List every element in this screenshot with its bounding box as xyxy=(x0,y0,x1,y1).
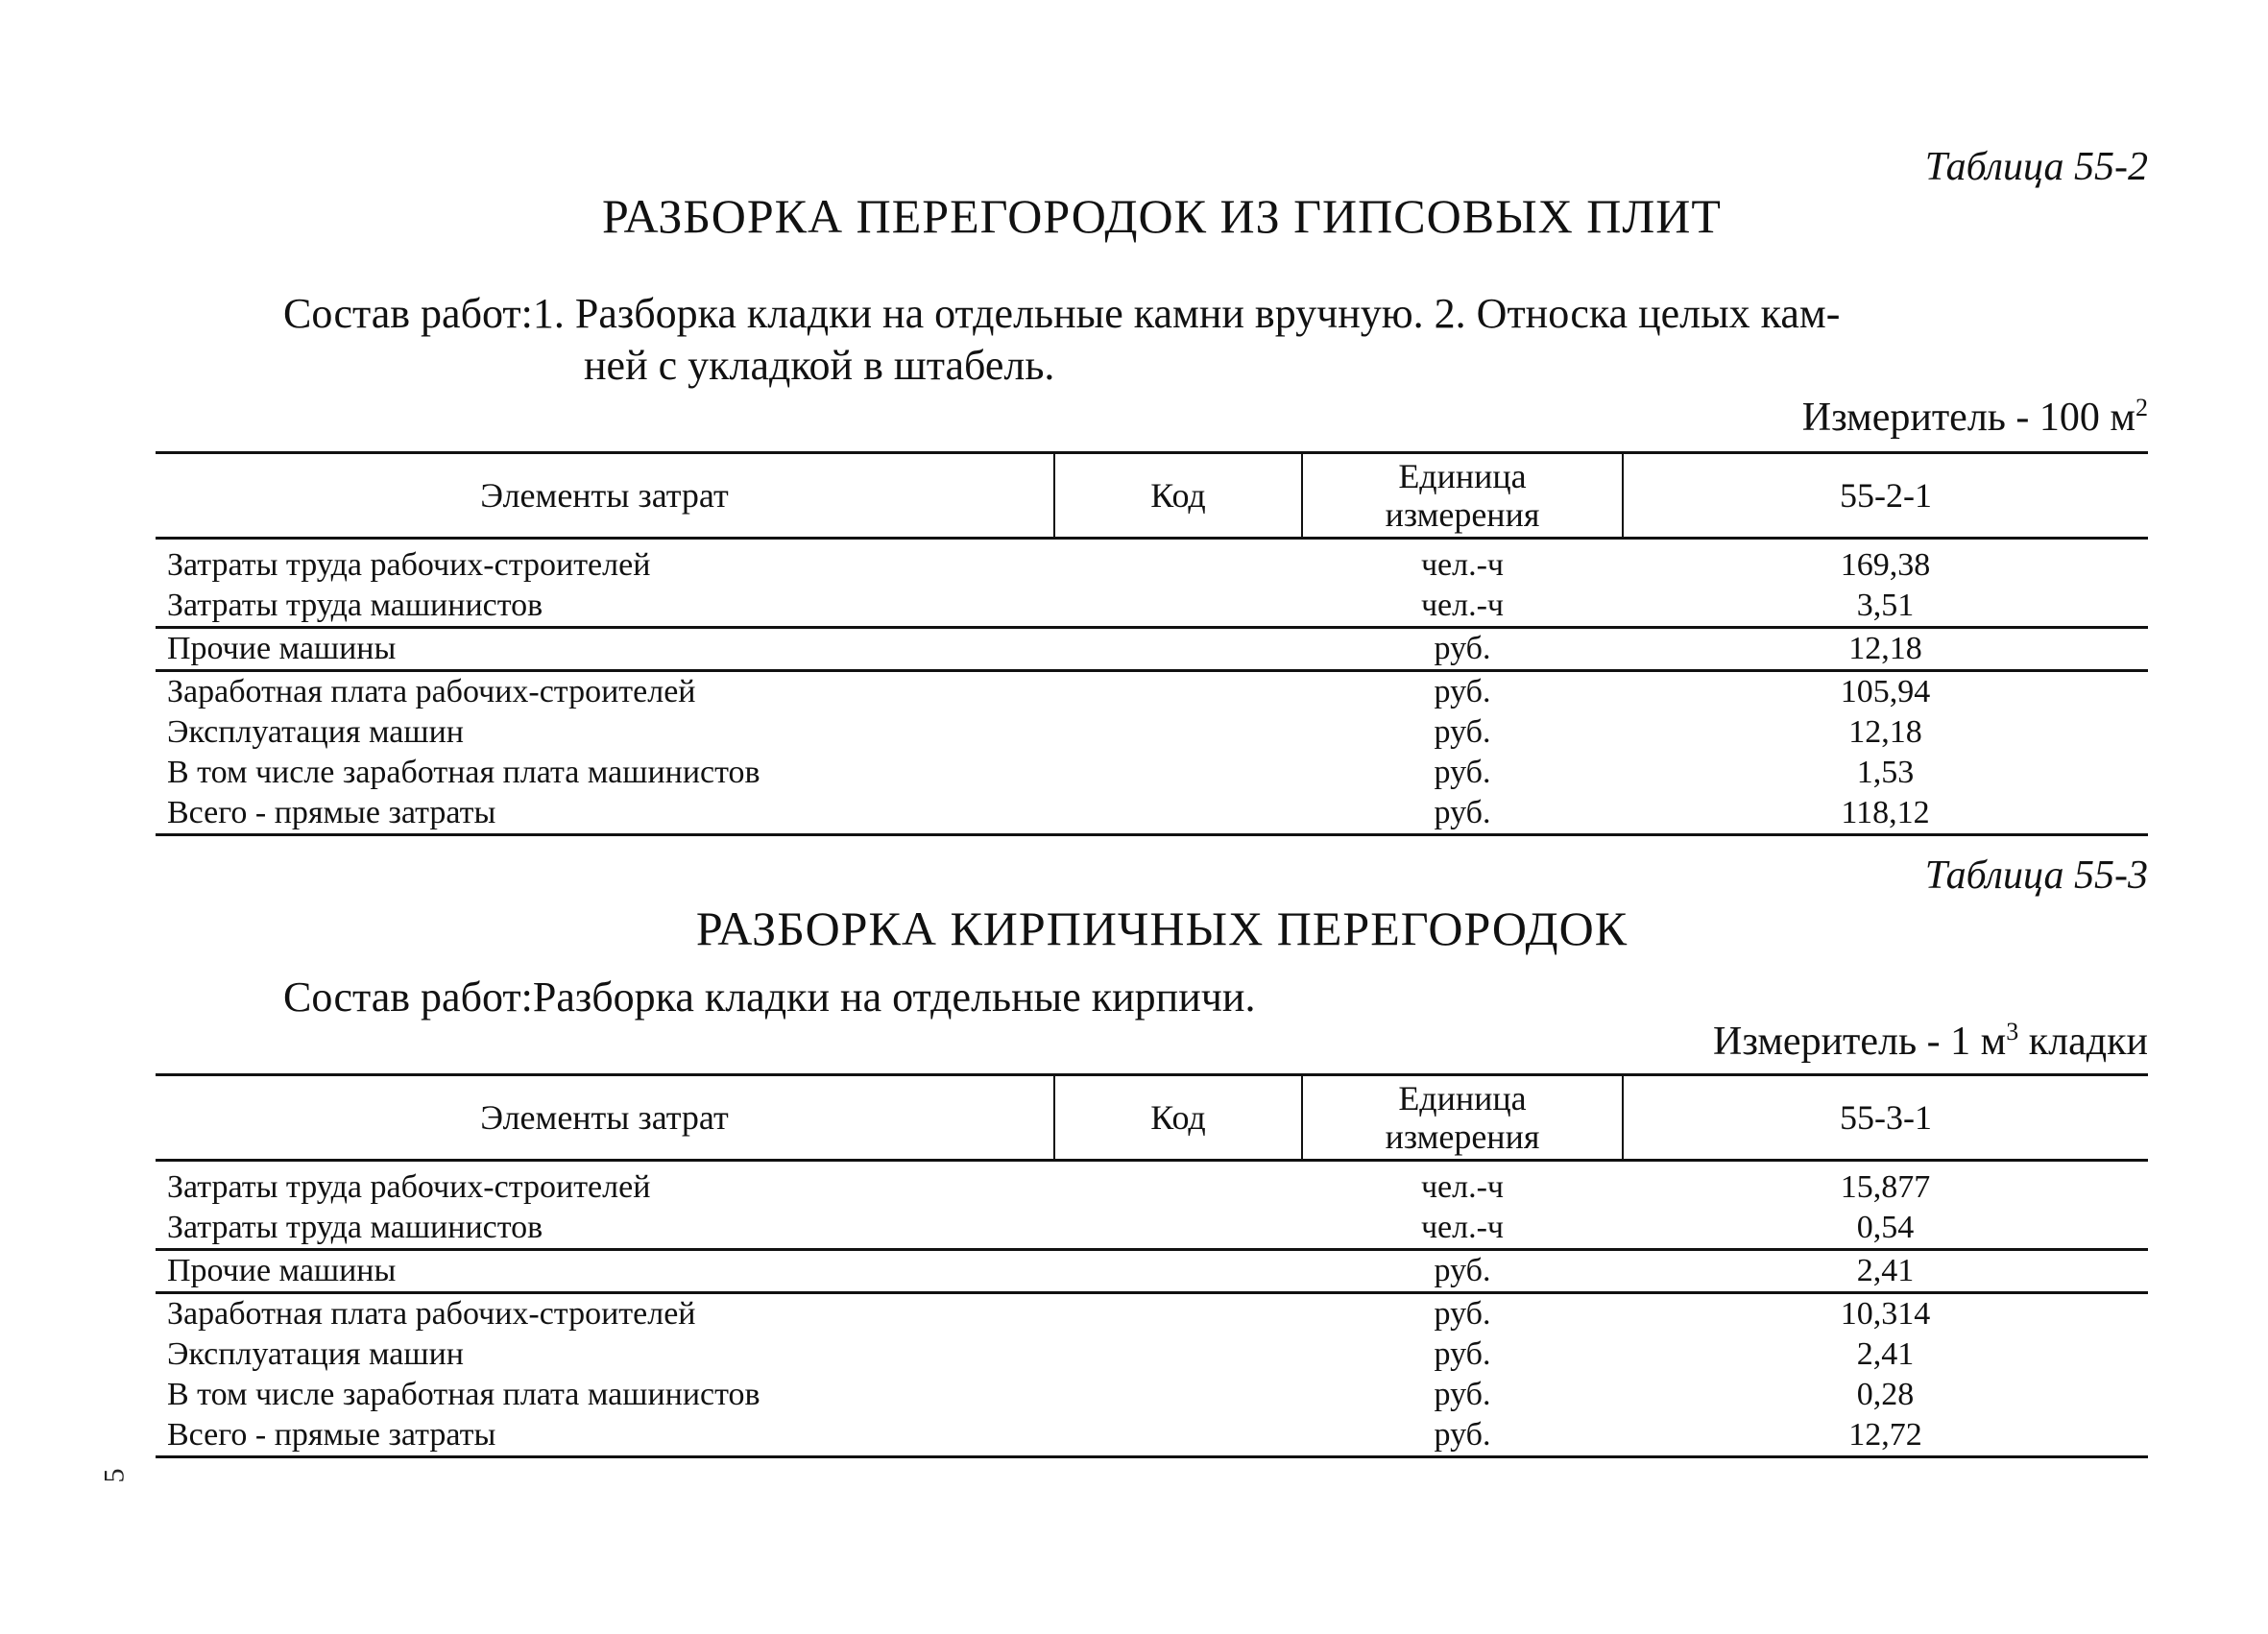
row-code xyxy=(1054,1415,1302,1457)
table-row xyxy=(156,1334,2148,1375)
row-unit: руб. xyxy=(1302,628,1623,671)
row-code xyxy=(1054,586,1302,628)
header-norm-code: 55-2-1 xyxy=(1623,453,2148,539)
row-name: Эксплуатация машин xyxy=(167,1336,464,1372)
table-label-55-3: Таблица 55-3 xyxy=(1924,853,2148,898)
row-name: Эксплуатация машин xyxy=(167,714,464,750)
meter-superscript: 2 xyxy=(2135,394,2148,421)
row-name: В том числе заработная плата машинистов xyxy=(167,755,760,790)
measurement-unit-55-2 xyxy=(1802,394,2148,441)
row-value: 12,72 xyxy=(1623,1415,2148,1457)
row-code xyxy=(1054,1293,1302,1335)
row-code xyxy=(1054,793,1302,835)
table-row xyxy=(156,1293,2148,1335)
row-name: Затраты труда рабочих-строителей xyxy=(167,547,651,583)
row-value: 12,18 xyxy=(1848,714,1922,750)
row-unit: руб. xyxy=(1434,755,1491,790)
row-code xyxy=(1054,671,1302,713)
composition-line-1: Разборка кладки на отдельные кирпичи. xyxy=(532,973,1256,1021)
meter-superscript: 3 xyxy=(2006,1018,2019,1045)
table-header-row xyxy=(156,453,2148,539)
table-row xyxy=(156,1415,2148,1457)
row-unit: руб. xyxy=(1434,714,1491,750)
header-code: Код xyxy=(1054,453,1302,539)
header-norm-code: 55-3-1 xyxy=(1623,1075,2148,1161)
table-row xyxy=(156,628,2148,671)
row-name: Всего - прямые затраты xyxy=(156,1415,1054,1457)
row-value: 105,94 xyxy=(1623,671,2148,713)
row-unit: руб. xyxy=(1434,1377,1491,1412)
header-code: Код xyxy=(1054,1075,1302,1161)
composition-lead: Состав работ: xyxy=(283,290,533,337)
table-row xyxy=(156,1250,2148,1293)
row-code xyxy=(1054,628,1302,671)
row-value: 2,41 xyxy=(1856,1336,1915,1372)
row-unit: руб. xyxy=(1302,793,1623,835)
row-code xyxy=(1054,1250,1302,1293)
measurement-unit-55-3 xyxy=(1713,1018,2148,1065)
row-unit: чел.-ч xyxy=(1420,588,1505,623)
meter-text: Измеритель - 1 м xyxy=(1713,1020,2007,1064)
row-unit: руб. xyxy=(1434,1336,1491,1372)
table-row xyxy=(156,539,2148,587)
row-value: 0,54 xyxy=(1856,1210,1915,1245)
cost-table-55-2 xyxy=(156,451,2148,836)
row-name: Всего - прямые затраты xyxy=(156,793,1054,835)
table-row xyxy=(156,1375,2148,1415)
table-row xyxy=(156,671,2148,713)
header-unit-line-2: измерения xyxy=(1385,495,1540,534)
table-row xyxy=(156,753,2148,793)
row-name: Прочие машины xyxy=(156,628,1054,671)
row-value: 12,18 xyxy=(1623,628,2148,671)
row-value: 3,51 xyxy=(1856,588,1915,623)
row-name: Заработная плата рабочих-строителей xyxy=(156,1293,1054,1335)
table-row xyxy=(156,1208,2148,1250)
table-row xyxy=(156,1161,2148,1209)
table-row xyxy=(156,712,2148,753)
row-name: Затраты труда машинистов xyxy=(167,1210,543,1245)
table-label-55-2: Таблица 55-2 xyxy=(1924,145,2148,189)
section-title-55-3: РАЗБОРКА КИРПИЧНЫХ ПЕРЕГОРОДОК xyxy=(695,901,1629,955)
header-unit-line-2: измерения xyxy=(1385,1117,1540,1156)
table-row xyxy=(156,793,2148,835)
header-unit xyxy=(1302,453,1623,539)
row-unit: руб. xyxy=(1302,671,1623,713)
row-unit: руб. xyxy=(1302,1293,1623,1335)
work-composition-55-2 xyxy=(283,288,1840,392)
composition-line-1: 1. Разборка кладки на отдельные камни вручную. 2. Относка целых кам- xyxy=(532,290,1841,337)
row-value: 1,53 xyxy=(1856,755,1915,790)
row-value: 10,314 xyxy=(1623,1293,2148,1335)
row-value: 169,38 xyxy=(1840,547,1931,583)
row-unit: чел.-ч xyxy=(1420,547,1505,583)
row-name: Затраты труда рабочих-строителей xyxy=(167,1169,651,1205)
table-header-row xyxy=(156,1075,2148,1161)
row-unit: руб. xyxy=(1302,1415,1623,1457)
meter-tail: кладки xyxy=(2018,1020,2148,1064)
row-name: Заработная плата рабочих-строителей xyxy=(156,671,1054,713)
header-unit-line-1: Единица xyxy=(1398,457,1527,495)
row-value: 2,41 xyxy=(1623,1250,2148,1293)
row-unit: чел.-ч xyxy=(1420,1210,1505,1245)
row-unit: чел.-ч xyxy=(1420,1169,1505,1205)
row-code xyxy=(1054,539,1302,587)
section-title-55-2: РАЗБОРКА ПЕРЕГОРОДОК ИЗ ГИПСОВЫХ ПЛИТ xyxy=(602,189,1722,243)
row-unit: руб. xyxy=(1302,1250,1623,1293)
row-name: Прочие машины xyxy=(156,1250,1054,1293)
row-code xyxy=(1054,753,1302,793)
meter-text: Измеритель - 100 м xyxy=(1801,396,2135,440)
row-value: 15,877 xyxy=(1840,1169,1931,1205)
cost-table-55-3 xyxy=(156,1073,2148,1458)
header-unit-line-1: Единица xyxy=(1398,1079,1527,1117)
row-code xyxy=(1054,1161,1302,1209)
row-code xyxy=(1054,1334,1302,1375)
composition-lead: Состав работ: xyxy=(283,973,533,1021)
row-code xyxy=(1054,1208,1302,1250)
page-number: 5 xyxy=(98,1468,131,1483)
row-code xyxy=(1054,712,1302,753)
work-composition-55-3 xyxy=(283,972,1255,1023)
row-value: 118,12 xyxy=(1623,793,2148,835)
table-row xyxy=(156,586,2148,628)
header-cost-elements: Элементы затрат xyxy=(156,453,1054,539)
header-cost-elements: Элементы затрат xyxy=(156,1075,1054,1161)
row-code xyxy=(1054,1375,1302,1415)
row-value: 0,28 xyxy=(1856,1377,1915,1412)
row-name: В том числе заработная плата машинистов xyxy=(167,1377,760,1412)
composition-line-2: ней с укладкой в штабель. xyxy=(584,342,1055,389)
row-name: Затраты труда машинистов xyxy=(167,588,543,623)
header-unit xyxy=(1302,1075,1623,1161)
